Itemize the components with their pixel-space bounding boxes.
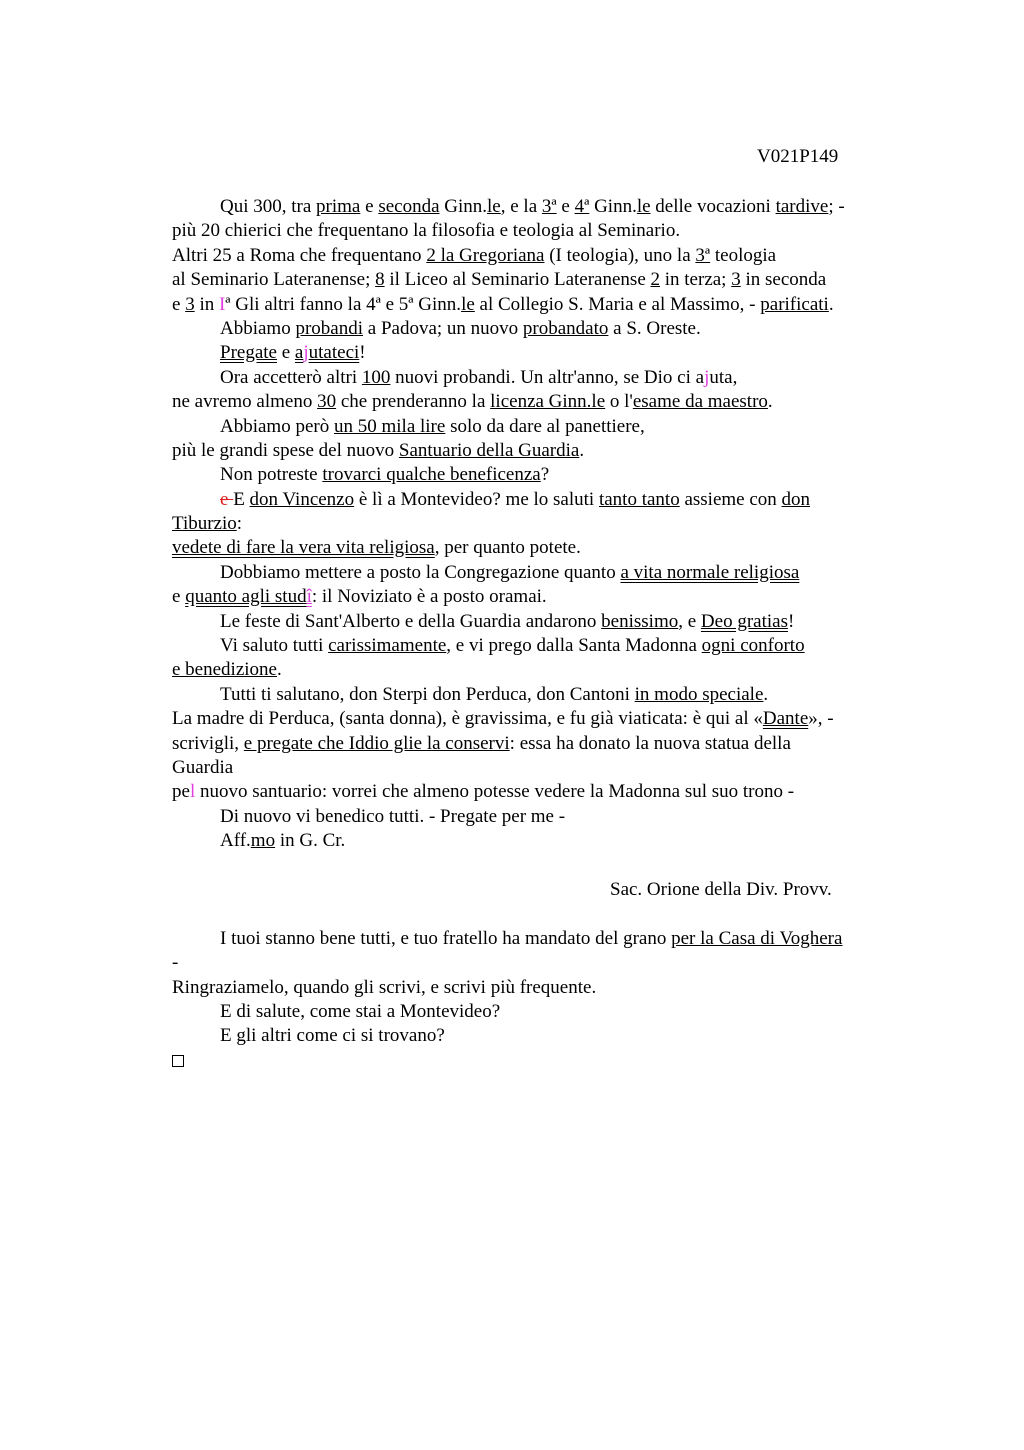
- text-line: [172, 195, 932, 219]
- emphasized-text: trovarci qualche beneficenza: [322, 464, 541, 486]
- emphasized-text: don: [781, 488, 811, 510]
- text-run: nuovo santuario: vorrei che almeno potesse vedere la Madonna sul suo trono -: [195, 781, 795, 803]
- emphasized-text: quanto agli stud: [185, 586, 307, 608]
- text-run: Ginn.: [589, 196, 637, 217]
- text-run: Abbiamo però: [220, 415, 334, 437]
- text-run: è lì a Montevideo? me lo saluti: [354, 488, 599, 510]
- text-line: [172, 536, 932, 560]
- emphasized-text: e pregate che Iddio glie la conservi: [243, 732, 510, 754]
- text-line: [172, 561, 932, 585]
- emphasized-text: vedete di fare la vera vita religiosa: [172, 537, 435, 559]
- emphasized-text: probandi: [295, 317, 364, 339]
- text-line: [172, 488, 932, 512]
- empty-square-icon: [172, 1055, 184, 1067]
- text-run: ne avremo almeno: [172, 391, 318, 413]
- emphasized-text: j: [303, 342, 309, 364]
- text-run: pe: [172, 781, 190, 803]
- text-line: [172, 658, 932, 682]
- text-run: , e la: [500, 196, 542, 217]
- text-run: solo da dare al panettiere,: [445, 415, 645, 437]
- emphasized-text: un 50 mila lire: [333, 415, 446, 437]
- text-run: e: [172, 586, 186, 608]
- text-run: Le feste di Sant'Alberto e della Guardia andarono: [220, 610, 602, 632]
- emphasized-text: in modo speciale: [634, 683, 764, 705]
- emphasized-text: le: [461, 293, 475, 315]
- text-run: ?: [540, 464, 550, 486]
- text-run: delle vocazioni: [650, 196, 776, 217]
- emphasized-text: l: [189, 781, 196, 803]
- text-line: [172, 683, 932, 707]
- text-run: : essa ha donato la nuova statua della: [509, 732, 791, 754]
- text-run: nuovi probandi. Un altr'anno, se Dio ci a: [390, 366, 705, 388]
- text-line: [172, 1024, 932, 1048]
- emphasized-text: j: [704, 366, 710, 388]
- text-run: -: [172, 952, 179, 974]
- text-run: Ora accetterò altri: [220, 366, 362, 388]
- text-run: scrivigli,: [172, 732, 244, 754]
- text-run: :: [236, 513, 243, 535]
- emphasized-text: le: [636, 196, 651, 217]
- text-run: al Seminario Lateranense;: [172, 269, 376, 291]
- text-run: uta,: [709, 366, 738, 388]
- text-line: [172, 829, 932, 853]
- text-line: [172, 463, 932, 487]
- signature-line: [172, 878, 932, 902]
- text-run: Ringraziamelo, quando gli scrivi, e scrivi più frequente.: [172, 976, 597, 998]
- text-run: più 20 chierici che frequentano la filosofia e teologia al Seminario.: [172, 220, 681, 242]
- emphasized-text: 100: [361, 366, 391, 388]
- text-line: [172, 732, 932, 756]
- text-run: E di salute, come stai a Montevideo?: [220, 1000, 501, 1022]
- emphasized-text: seconda: [378, 196, 440, 217]
- text-run: e: [556, 196, 575, 217]
- blank-line: [172, 854, 932, 878]
- letter-lines: [172, 195, 932, 1049]
- emphasized-text: 3: [185, 293, 195, 315]
- text-run: in seconda: [740, 269, 827, 291]
- text-run: Vi saluto tutti: [220, 635, 329, 657]
- text-run: Sac. Orione della Div. Provv.: [610, 878, 832, 900]
- text-line: [172, 610, 932, 634]
- text-run: Ginn.: [439, 196, 488, 217]
- emphasized-text: 4ª: [574, 196, 590, 217]
- emphasized-text: 30: [317, 391, 337, 413]
- text-run: Tutti ti salutano, don Sterpi don Perduca, don Cantoni: [220, 683, 635, 705]
- text-run: Di nuovo vi benedico tutti. - Pregate per me -: [220, 805, 566, 827]
- emphasized-text: 3: [731, 269, 741, 291]
- text-run: e: [172, 293, 186, 315]
- text-run: : il Noviziato è a posto oramai.: [311, 586, 547, 608]
- text-run: più le grandi spese del nuovo: [172, 439, 399, 461]
- text-run: teologia: [710, 244, 777, 266]
- text-run: in terza;: [660, 269, 732, 291]
- emphasized-text: Tiburzio: [172, 513, 237, 535]
- emphasized-text: 2: [650, 269, 660, 291]
- text-run: in: [194, 293, 219, 315]
- emphasized-text: prima: [316, 196, 361, 217]
- text-run: Abbiamo: [220, 317, 296, 339]
- emphasized-text: don Vincenzo: [249, 488, 355, 510]
- text-run: , per quanto potete.: [434, 537, 581, 559]
- text-run: Guardia: [172, 756, 234, 778]
- text-run: !: [359, 342, 366, 364]
- text-line: [172, 219, 932, 243]
- text-run: !: [787, 610, 795, 632]
- text-run: E: [233, 488, 250, 510]
- emphasized-text: e: [220, 488, 234, 510]
- text-line: [172, 707, 932, 731]
- text-run: al Collegio S. Maria e al Massimo, -: [474, 293, 761, 315]
- emphasized-text: mo: [250, 830, 276, 852]
- text-run: , e: [678, 610, 701, 632]
- page-reference: V021P149: [757, 146, 839, 167]
- emphasized-text: a: [294, 342, 304, 364]
- text-line: [172, 268, 932, 292]
- text-line: [172, 805, 932, 829]
- text-run: Dobbiamo mettere a posto la Congregazione quanto: [220, 561, 621, 583]
- emphasized-text: Santuario della Guardia: [398, 439, 580, 461]
- text-line: [172, 341, 932, 365]
- emphasized-text: tardive: [775, 196, 829, 217]
- text-run: che prenderanno la: [336, 391, 491, 413]
- emphasized-text: 3ª: [695, 244, 711, 266]
- text-run: assieme con: [679, 488, 782, 510]
- text-run: a S. Oreste.: [608, 317, 701, 339]
- emphasized-text: a vita normale religiosa: [620, 561, 800, 583]
- emphasized-text: I: [218, 293, 226, 315]
- text-run: Altri 25 a Roma che frequentano: [172, 244, 427, 266]
- emphasized-text: 3ª: [541, 196, 557, 217]
- emphasized-text: Deo gratias: [700, 610, 788, 632]
- emphasized-text: benissimo: [601, 610, 679, 632]
- blank-line: [172, 902, 932, 926]
- text-line: [172, 512, 932, 536]
- text-run: I tuoi stanno bene tutti, e tuo fratello ha mandato del grano: [220, 927, 672, 949]
- end-mark-line: [172, 1049, 932, 1073]
- text-line: [172, 951, 932, 975]
- text-line: [172, 780, 932, 804]
- text-run: ª Gli altri fanno la 4ª e 5ª Ginn.: [225, 293, 462, 315]
- text-line: [172, 390, 932, 414]
- emphasized-text: Pregate: [220, 342, 277, 364]
- text-line: [172, 927, 932, 951]
- emphasized-text: Dante: [762, 708, 809, 730]
- text-run: .: [828, 293, 834, 315]
- text-run: ; -: [828, 196, 845, 217]
- emphasized-text: tanto tanto: [598, 488, 680, 510]
- text-line: [172, 415, 932, 439]
- text-run: e: [276, 342, 295, 364]
- text-run: Non potreste: [220, 464, 323, 486]
- emphasized-text: le: [487, 196, 501, 217]
- text-line: [172, 976, 932, 1000]
- text-run: .: [767, 391, 773, 413]
- text-run: .: [579, 439, 585, 461]
- text-line: [172, 756, 932, 780]
- text-line: [172, 317, 932, 341]
- text-run: La madre di Perduca, (santa donna), è gravissima, e fu già viaticata: è qui al «: [172, 708, 763, 730]
- emphasized-text: parificati: [760, 293, 829, 315]
- emphasized-text: probandato: [522, 317, 609, 339]
- emphasized-text: carissimamente: [328, 635, 447, 657]
- text-run: a Padova; un nuovo: [363, 317, 523, 339]
- text-run: .: [763, 683, 769, 705]
- text-line: [172, 439, 932, 463]
- text-line: [172, 1000, 932, 1024]
- text-run: , e vi prego dalla Santa Madonna: [446, 635, 702, 657]
- text-run: Aff.: [220, 830, 251, 852]
- text-run: .: [276, 659, 282, 681]
- emphasized-text: esame da maestro: [632, 391, 768, 413]
- text-run: e: [360, 196, 379, 217]
- emphasized-text: î: [306, 586, 312, 608]
- text-run: Qui 300, tra: [220, 196, 317, 217]
- text-run: in G. Cr.: [275, 830, 346, 852]
- text-line: [172, 585, 932, 609]
- letter-body: [172, 195, 932, 1073]
- text-run: E gli altri come ci si trovano?: [220, 1025, 445, 1047]
- text-run: (I teologia), uno la: [544, 244, 696, 266]
- text-run: o l': [605, 391, 633, 413]
- emphasized-text: utateci: [308, 342, 360, 364]
- emphasized-text: e benedizione: [172, 659, 277, 681]
- text-line: [172, 634, 932, 658]
- emphasized-text: licenza Ginn.le: [490, 391, 606, 413]
- text-line: [172, 244, 932, 268]
- emphasized-text: 8: [375, 269, 385, 291]
- text-run: », -: [808, 708, 834, 730]
- emphasized-text: ogni conforto: [701, 635, 805, 657]
- text-run: il Liceo al Seminario Lateranense: [384, 269, 651, 291]
- emphasized-text: per la Casa di Voghera: [671, 927, 843, 949]
- text-line: [172, 366, 932, 390]
- text-line: [172, 293, 932, 317]
- emphasized-text: 2 la Gregoriana: [426, 244, 545, 266]
